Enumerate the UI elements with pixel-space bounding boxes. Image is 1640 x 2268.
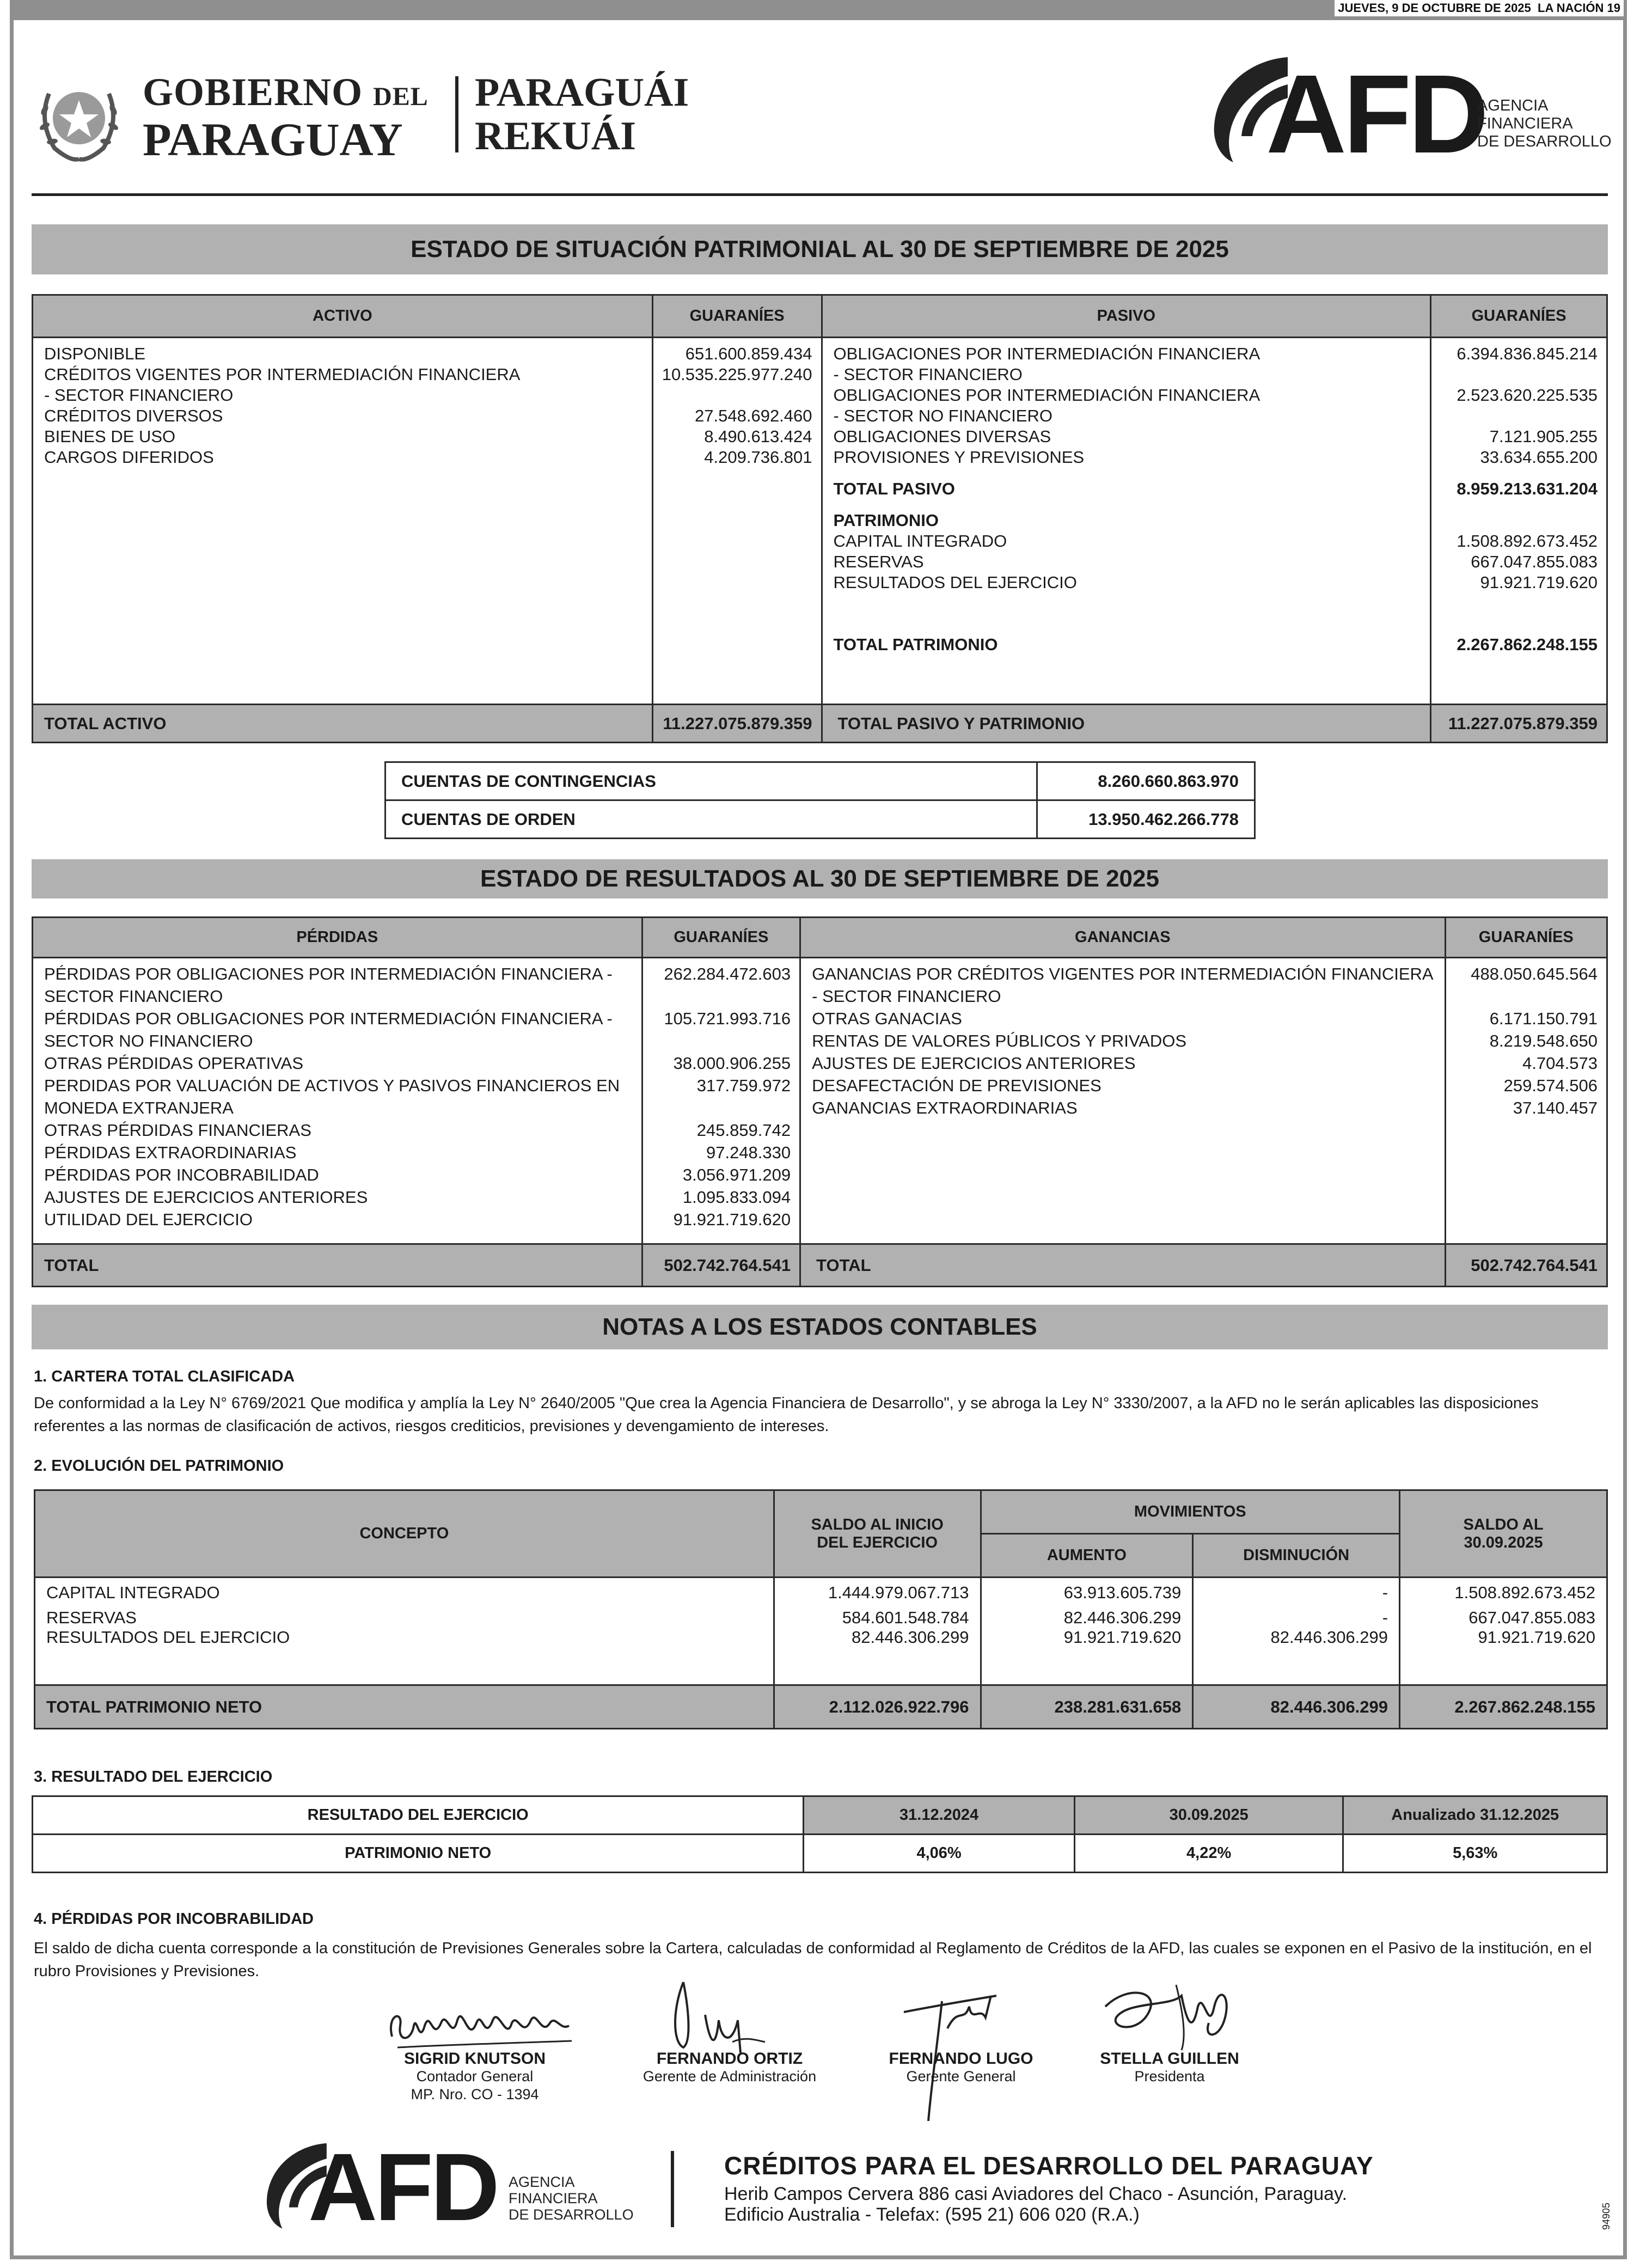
total-ganancias-label: TOTAL: [800, 1244, 1445, 1287]
evo-saldo: 91.921.719.620: [1400, 1628, 1607, 1685]
afd-name-line2: FINANCIERA: [1477, 115, 1573, 132]
guarani-line1: PARAGUÁI: [475, 70, 689, 115]
total-activo-value: 11.227.075.879.359: [652, 705, 822, 743]
evo-aumento: 91.921.719.620: [981, 1628, 1193, 1685]
perdida-value: 3.056.971.209: [682, 1165, 791, 1184]
ganancia-label: OTRAS GANACIAS: [812, 1009, 962, 1028]
ganancias-labels: [800, 958, 1445, 1244]
firma-name: FERNANDO LUGO: [889, 2050, 1033, 2068]
res-cell: 4,22%: [1074, 1835, 1343, 1873]
afd-footer-name-line2: FINANCIERA: [509, 2190, 598, 2206]
cuenta-label: CUENTAS DE ORDEN: [385, 800, 1037, 839]
afd-logo-footer: [260, 2134, 652, 2241]
pasivo-label: OBLIGACIONES POR INTERMEDIACIÓN FINANCIERA: [833, 386, 1260, 405]
total-perdidas-label: TOTAL: [33, 1244, 642, 1287]
perdida-value: 38.000.906.255: [673, 1054, 791, 1073]
firma-guillen: [1055, 2050, 1284, 2086]
header-rule: [32, 193, 1608, 196]
footer-code: 94905: [1601, 2202, 1612, 2230]
col-concepto: CONCEPTO: [35, 1490, 774, 1578]
patrimonio-item-value: 91.921.719.620: [1480, 573, 1598, 592]
perdida-label: PÉRDIDAS EXTRAORDINARIAS: [44, 1143, 297, 1162]
balance-title: ESTADO DE SITUACIÓN PATRIMONIAL AL 30 DE SEPTIEMBRE DE 2025: [32, 224, 1608, 274]
ganancia-label: GANANCIAS EXTRAORDINARIAS: [812, 1098, 1078, 1117]
activo-value: 651.600.859.434: [685, 344, 812, 363]
col-saldo-inicio: SALDO AL INICIO DEL EJERCICIO: [774, 1490, 981, 1578]
res-cell: PATRIMONIO NETO: [33, 1835, 804, 1873]
total-activo-label: TOTAL ACTIVO: [33, 705, 653, 743]
patrimonio-item-label: CAPITAL INTEGRADO: [833, 531, 1007, 551]
firma-role: Gerente General: [906, 2068, 1016, 2084]
col-disminucion: DISMINUCIÓN: [1193, 1534, 1400, 1578]
afd-name-line3: DE DESARROLLO: [1477, 133, 1612, 150]
total-patrimonio-label: TOTAL PATRIMONIO: [833, 635, 998, 654]
perdida-label: PÉRDIDAS POR OBLIGACIONES POR INTERMEDIACIÓN FINANCIERA -: [44, 1009, 613, 1028]
ganancia-value: 6.171.150.791: [1489, 1009, 1598, 1028]
guarani-line2: REKUÁI: [475, 114, 637, 158]
pasivo-label: - SECTOR FINANCIERO: [833, 365, 1023, 384]
perdida-label: PÉRDIDAS POR INCOBRABILIDAD: [44, 1165, 319, 1184]
pasivo-value: 33.634.655.200: [1480, 448, 1598, 467]
perdida-value: 245.859.742: [696, 1121, 791, 1140]
ganancia-label: AJUSTES DE EJERCICIOS ANTERIORES: [812, 1054, 1136, 1073]
evo-total-saldo: 2.267.862.248.155: [1400, 1685, 1607, 1729]
perdida-value: [652, 1097, 791, 1119]
afd-footer-logo-text: AFD: [308, 2134, 497, 2241]
perdida-label: SECTOR NO FINANCIERO: [44, 1031, 253, 1050]
firma-extra: MP. Nro. CO - 1394: [411, 2086, 539, 2102]
paraguay-emblem-icon: [33, 72, 125, 164]
perdida-label: OTRAS PÉRDIDAS FINANCIERAS: [44, 1121, 311, 1140]
pasivo-value: 6.394.836.845.214: [1457, 344, 1598, 363]
total-pp-value: 11.227.075.879.359: [1431, 705, 1607, 743]
gov-line1: GOBIERNO: [143, 70, 363, 114]
perdida-label: OTRAS PÉRDIDAS OPERATIVAS: [44, 1054, 304, 1073]
perdida-label: SECTOR FINANCIERO: [44, 987, 223, 1006]
ganancia-label: DESAFECTACIÓN DE PREVISIONES: [812, 1076, 1102, 1095]
perdida-value: 105.721.993.716: [664, 1009, 791, 1028]
cuenta-value: 8.260.660.863.970: [1037, 762, 1255, 800]
gov-name: [143, 70, 429, 166]
ganancia-label: RENTAS DE VALORES PÚBLICOS Y PRIVADOS: [812, 1031, 1187, 1050]
evo-concepto: RESERVAS: [35, 1603, 774, 1628]
total-patrimonio-value: 2.267.862.248.155: [1457, 635, 1598, 654]
dateline-date: JUEVES, 9 DE OCTUBRE DE 2025: [1338, 1, 1531, 15]
ganancias-values: [1445, 958, 1607, 1244]
activo-label: CRÉDITOS DIVERSOS: [44, 406, 223, 425]
perdida-label: AJUSTES DE EJERCICIOS ANTERIORES: [44, 1188, 368, 1207]
ganancia-label: - SECTOR FINANCIERO: [812, 987, 1001, 1006]
activo-value: 4.209.736.801: [704, 448, 812, 467]
pasivo-label: - SECTOR NO FINANCIERO: [833, 406, 1052, 425]
col-guaranies: GUARANÍES: [1431, 295, 1607, 338]
firma-name: STELLA GUILLEN: [1100, 2050, 1239, 2068]
res-header: RESULTADO DEL EJERCICIO: [33, 1796, 804, 1835]
activo-value: 27.548.692.460: [695, 406, 812, 425]
res-cell: 4,06%: [804, 1835, 1075, 1873]
pasivo-value: 2.523.620.225.535: [1457, 386, 1598, 405]
res-cell: 5,63%: [1343, 1835, 1607, 1873]
evo-aumento: 63.913.605.739: [981, 1578, 1193, 1603]
evo-disminucion: 82.446.306.299: [1193, 1628, 1400, 1685]
patrimonio-item-label: RESULTADOS DEL EJERCICIO: [833, 573, 1077, 592]
col-ganancias: GANANCIAS: [800, 918, 1445, 958]
nota3-title: 3. RESULTADO DEL EJERCICIO: [34, 1768, 273, 1786]
cuenta-label: CUENTAS DE CONTINGENCIAS: [385, 762, 1037, 800]
res-header: 30.09.2025: [1074, 1796, 1343, 1835]
total-pp-label: TOTAL PASIVO Y PATRIMONIO: [822, 705, 1431, 743]
nota1-title: 1. CARTERA TOTAL CLASIFICADA: [34, 1368, 295, 1385]
footer-divider: [671, 2151, 674, 2227]
footer-address: Herib Campos Cervera 886 casi Aviadores del Chaco - Asunción, Paraguay.: [724, 2184, 1348, 2204]
firma-role: Gerente de Administración: [642, 2068, 817, 2084]
pasivo-value: [1440, 406, 1598, 426]
perdida-label: MONEDA EXTRANJERA: [44, 1098, 234, 1117]
patrimonio-item-label: RESERVAS: [833, 552, 924, 571]
col-guaranies: GUARANÍES: [1445, 918, 1607, 958]
perdida-value: 262.284.472.603: [664, 964, 791, 983]
activo-values: [652, 338, 822, 705]
col-guaranies: GUARANÍES: [652, 295, 822, 338]
res-header: Anualizado 31.12.2025: [1343, 1796, 1607, 1835]
total-pasivo-label: TOTAL PASIVO: [833, 479, 955, 498]
cuentas-table: [384, 761, 1256, 839]
firma-knutson: [360, 2050, 589, 2104]
firma-role: Contador General: [416, 2068, 534, 2084]
evo-inicio: 1.444.979.067.713: [774, 1578, 981, 1603]
footer-slogan: CRÉDITOS PARA EL DESARROLLO DEL PARAGUAY: [724, 2151, 1374, 2180]
perdida-value: 317.759.972: [696, 1076, 791, 1095]
perdida-label: PÉRDIDAS POR OBLIGACIONES POR INTERMEDIACIÓN FINANCIERA -: [44, 964, 613, 983]
perdidas-values: [642, 958, 800, 1244]
gov-line2: PARAGUAY: [143, 113, 403, 166]
signature-knutson-icon: [381, 1993, 577, 2058]
firma-role: Presidenta: [1134, 2068, 1205, 2084]
evo-disminucion: -: [1193, 1578, 1400, 1603]
pasivo-values: [1431, 338, 1607, 705]
notas-title: NOTAS A LOS ESTADOS CONTABLES: [32, 1305, 1608, 1349]
pasivo-label: OBLIGACIONES DIVERSAS: [833, 427, 1051, 446]
dateline: [1335, 0, 1624, 16]
perdida-value: 91.921.719.620: [673, 1210, 791, 1229]
resultados-title: ESTADO DE RESULTADOS AL 30 DE SEPTIEMBRE DE 2025: [32, 859, 1608, 898]
total-ganancias-value: 502.742.764.541: [1445, 1244, 1607, 1287]
perdida-value: 1.095.833.094: [682, 1188, 791, 1207]
evo-total-disminucion: 82.446.306.299: [1193, 1685, 1400, 1729]
col-guaranies: GUARANÍES: [642, 918, 800, 958]
afd-name-line1: AGENCIA: [1477, 97, 1549, 114]
evo-inicio: 584.601.548.784: [774, 1603, 981, 1628]
evolucion-table: [34, 1489, 1608, 1729]
ganancia-value: 488.050.645.564: [1471, 964, 1598, 983]
col-aumento: AUMENTO: [981, 1534, 1193, 1578]
evo-saldo: 1.508.892.673.452: [1400, 1578, 1607, 1603]
perdida-label: UTILIDAD DEL EJERCICIO: [44, 1210, 253, 1229]
afd-footer-name-line3: DE DESARROLLO: [509, 2206, 634, 2223]
firma-lugo: [847, 2050, 1075, 2086]
evo-total-aumento: 238.281.631.658: [981, 1685, 1193, 1729]
total-pasivo-value: 8.959.213.631.204: [1457, 479, 1598, 498]
col-pasivo: PASIVO: [822, 295, 1431, 338]
ganancia-label: GANANCIAS POR CRÉDITOS VIGENTES POR INTERMEDIACIÓN FINANCIERA: [812, 964, 1434, 983]
pasivo-value: 7.121.905.255: [1489, 427, 1598, 446]
signature-ortiz-icon: [651, 1977, 770, 2058]
total-perdidas-value: 502.742.764.541: [642, 1244, 800, 1287]
activo-value: 10.535.225.977.240: [662, 365, 812, 384]
footer-address-block: [724, 2184, 1347, 2225]
evo-saldo: 667.047.855.083: [1400, 1603, 1607, 1628]
activo-label: - SECTOR FINANCIERO: [44, 386, 234, 405]
afd-footer-name-line1: AGENCIA: [509, 2174, 575, 2190]
patrimonio-item-value: 1.508.892.673.452: [1457, 531, 1598, 551]
col-movimientos: MOVIMIENTOS: [981, 1490, 1400, 1534]
pasivo-labels: [822, 338, 1431, 705]
activo-label: DISPONIBLE: [44, 344, 146, 363]
patrimonio-item-value: 667.047.855.083: [1471, 552, 1598, 571]
ganancia-value: 37.140.457: [1513, 1098, 1598, 1117]
balance-table: [32, 294, 1608, 743]
col-activo: ACTIVO: [33, 295, 653, 338]
perdida-value: [652, 1030, 791, 1052]
ganancia-value: [1455, 985, 1598, 1007]
activo-label: BIENES DE USO: [44, 427, 176, 446]
perdida-label: PERDIDAS POR VALUACIÓN DE ACTIVOS Y PASIVOS FINANCIEROS EN: [44, 1076, 620, 1095]
ganancia-value: 259.574.506: [1503, 1076, 1598, 1095]
guarani-name: [475, 71, 689, 158]
patrimonio-label: PATRIMONIO: [833, 511, 939, 530]
activo-label: CARGOS DIFERIDOS: [44, 448, 214, 467]
dateline-paper: LA NACIÓN 19: [1538, 1, 1620, 15]
afd-logo-header: [1206, 52, 1614, 176]
activo-labels: [33, 338, 653, 705]
pasivo-label: PROVISIONES Y PREVISIONES: [833, 448, 1085, 467]
nota4-title: 4. PÉRDIDAS POR INCOBRABILIDAD: [34, 1910, 314, 1928]
evo-disminucion: -: [1193, 1603, 1400, 1628]
col-perdidas: PÉRDIDAS: [33, 918, 642, 958]
pasivo-label: OBLIGACIONES POR INTERMEDIACIÓN FINANCIERA: [833, 344, 1260, 363]
activo-label: CRÉDITOS VIGENTES POR INTERMEDIACIÓN FINANCIERA: [44, 365, 521, 384]
activo-value: [662, 385, 812, 406]
signature-guillen-icon: [1094, 1974, 1258, 2056]
evo-total-inicio: 2.112.026.922.796: [774, 1685, 981, 1729]
evo-concepto: RESULTADOS DEL EJERCICIO: [35, 1628, 774, 1685]
col-saldo-al: SALDO AL 30.09.2025: [1400, 1490, 1607, 1578]
firma-ortiz: [615, 2050, 844, 2086]
perdida-value: 97.248.330: [706, 1143, 791, 1162]
nota2-title: 2. EVOLUCIÓN DEL PATRIMONIO: [34, 1457, 284, 1475]
evo-concepto: CAPITAL INTEGRADO: [35, 1578, 774, 1603]
gov-del: DEL: [373, 82, 429, 111]
resultados-table: [32, 916, 1608, 1287]
pasivo-value: [1440, 364, 1598, 385]
ganancia-value: 4.704.573: [1522, 1054, 1598, 1073]
nota1-text: De conformidad a la Ley N° 6769/2021 Que modifica y amplía la Ley N° 2640/2005 "Que crea la Agencia Financiera de Desarrollo", y se abroga la Ley N° 3330/2007, a la AFD no le serán aplicables las disposiciones referentes a las normas de clasificación de activos, riesgos crediticios, previsiones y devengamiento de intereses.: [34, 1395, 1539, 1435]
activo-value: 8.490.613.424: [704, 427, 812, 446]
perdida-value: [652, 985, 791, 1007]
header-divider: [455, 76, 458, 152]
afd-logo-text: AFD: [1266, 52, 1486, 176]
evo-aumento: 82.446.306.299: [981, 1603, 1193, 1628]
evo-total-concepto: TOTAL PATRIMONIO NETO: [35, 1685, 774, 1729]
perdidas-labels: [33, 958, 642, 1244]
footer-contact: Edificio Australia - Telefax: (595 21) 606 020 (R.A.): [724, 2204, 1140, 2225]
firma-name: SIGRID KNUTSON: [403, 2050, 546, 2068]
res-header: 31.12.2024: [804, 1796, 1075, 1835]
nota4-text: El saldo de dicha cuenta corresponde a la constitución de Previsiones Generales sobre la Cartera, calculadas de conformidad al Reglamento de Créditos de la AFD, las cuales se exponen en el Pasivo de la institución, en el rubro Provisiones y Previsiones.: [34, 1940, 1592, 1980]
evo-inicio: 82.446.306.299: [774, 1628, 981, 1685]
firma-name: FERNANDO ORTIZ: [656, 2050, 803, 2068]
ganancia-value: 8.219.548.650: [1489, 1031, 1598, 1050]
cuenta-value: 13.950.462.266.778: [1037, 800, 1255, 839]
resultado-table: [32, 1795, 1608, 1873]
